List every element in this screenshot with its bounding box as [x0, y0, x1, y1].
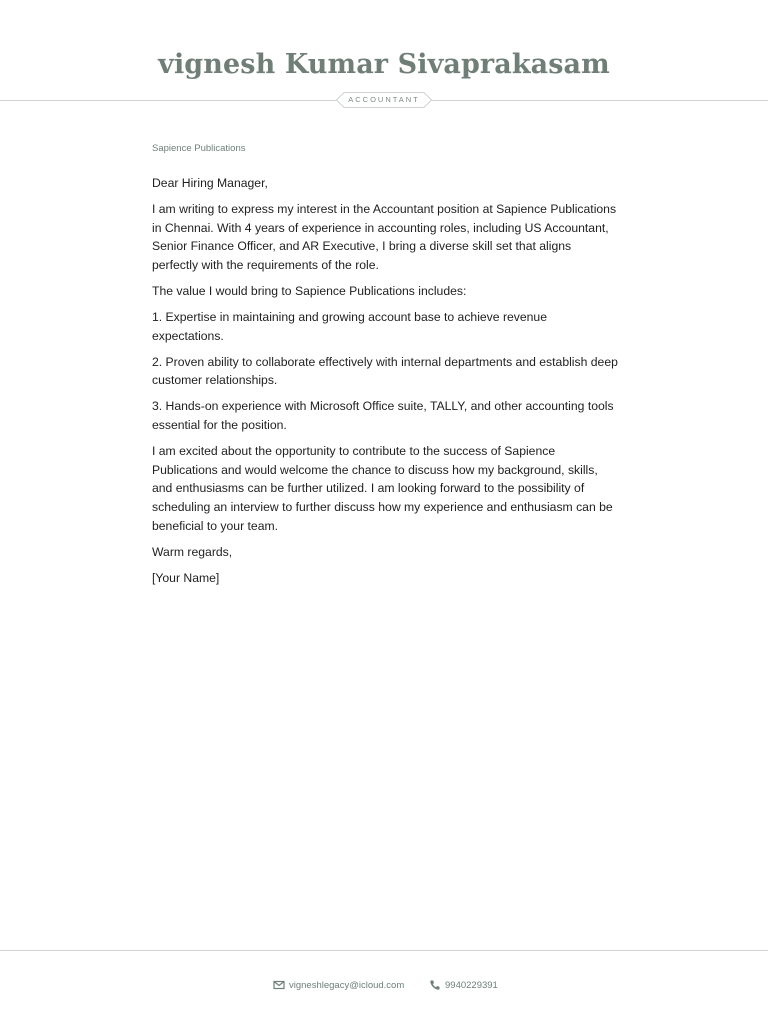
paragraph-closing: I am excited about the opportunity to contribute to the success of Sapience Publications and would welcome the chance to discuss how my background, skills, and enthusiasms can be further utilized. I am looking forward to the possibility of scheduling an interview to further discuss how my experience and enthusiasm can be beneficial to your team. — [152, 444, 613, 533]
paragraph-intro: I am writing to express my interest in the Accountant position at Sapience Publications in Chennai. With 4 years of experience in accounting roles, including US Accountant, Senior Finance Officer, and AR Executive, I bring a diverse skill set that aligns perfectly with the requirements of the role. — [152, 202, 617, 272]
signature: [Your Name] — [152, 570, 220, 585]
paragraph-value-intro: The value I would bring to Sapience Publications includes: — [152, 283, 467, 298]
envelope-icon — [273, 979, 285, 991]
contact-footer — [0, 979, 768, 993]
list-item-1: 1. Expertise in maintaining and growing account base to achieve revenue expectations. — [152, 310, 547, 343]
phone-number: 9940229391 — [445, 980, 498, 991]
list-item-2: 2. Proven ability to collaborate effectively with internal departments and establish deep customer relationships. — [152, 354, 618, 388]
recipient-company: Sapience Publications — [152, 143, 246, 154]
salutation: Dear Hiring Manager, — [152, 176, 268, 190]
list-item-3: 3. Hands-on experience with Microsoft Office suite, TALLY, and other accounting tools essential for the position. — [152, 399, 614, 433]
job-title: ACCOUNTANT — [348, 95, 420, 104]
footer-divider — [0, 950, 768, 951]
email-contact[interactable] — [273, 979, 404, 993]
candidate-name: vignesh Kumar Sivaprakasam — [158, 49, 610, 80]
phone-icon — [429, 979, 441, 991]
closing: Warm regards, — [152, 544, 233, 559]
phone-contact[interactable] — [429, 979, 498, 993]
email-address: vigneshlegacy@icloud.com — [289, 980, 405, 991]
letter-body — [152, 174, 618, 595]
job-title-badge — [336, 92, 432, 108]
